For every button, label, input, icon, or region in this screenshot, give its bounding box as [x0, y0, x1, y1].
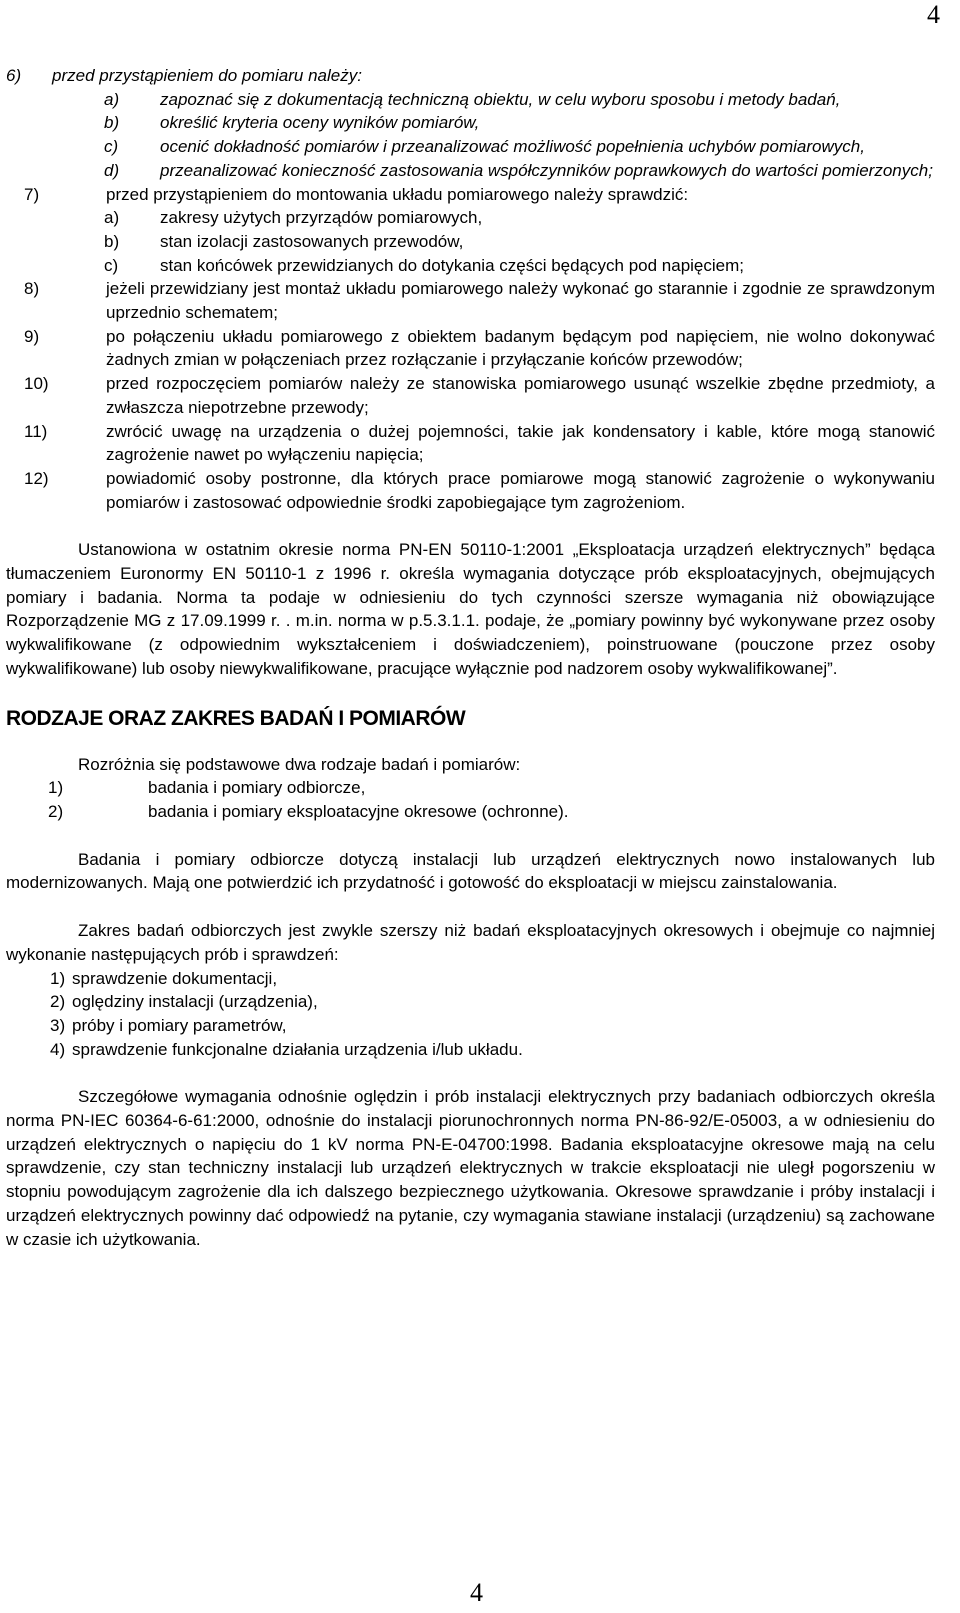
sublist-item — [6, 135, 935, 159]
list-text: próby i pomiary parametrów, — [72, 1015, 287, 1035]
sublist-text: zakresy użytych przyrządów pomiarowych, — [160, 208, 483, 228]
list-item — [6, 967, 935, 991]
sublist-label: c) — [104, 255, 119, 275]
list-number: 6) — [6, 66, 22, 85]
list-item-7 — [6, 183, 935, 278]
list-text: przed rozpoczęciem pomiarów należy ze stanowiska pomiarowego usunąć wszelkie zbędne przedmioty, a zwłaszcza niepotrzebne przewody; — [106, 374, 935, 417]
sublist-text: stan końcówek przewidzianych do dotykania części będących pod napięciem; — [160, 255, 744, 275]
sublist-label: d) — [104, 160, 120, 180]
list-number: 11) — [24, 421, 48, 441]
list-item-11 — [6, 420, 935, 467]
paragraph-szczegolowe: Szczegółowe wymagania odnośnie oględzin i prób instalacji elektrycznych przy badaniach odbiorczych określa norma PN-IEC 60364-6-61:2000, odnośnie do instalacji piorunochronnych norma PN-86-92/E-05003, a w odniesieniu do urządzeń elektrycznych o napięciu do 1 kV norma PN-E-04700:1998. Badania eksploatacyjne okresowe mają na celu sprawdzenie, czy stan techniczny instalacji lub urządzeń elektrycznych w trakcie eksploatacji nie uległ pogorszeniu w stopniu powodującym zagrożenie dla ich dalszego bezpiecznego użytkowania. Okresowe sprawdzanie i próby instalacji i urządzeń elektrycznych powinny dać odpowiedź na pytanie, czy wymagania stawiane instalacji (urządzeniu) są zachowane w czasie ich użytkowania. — [6, 1087, 935, 1249]
list-text: powiadomić osoby postronne, dla których prace pomiarowe mogą stanowić zagrożenie o wykonywaniu pomiarów i zastosować odpowiednie środki zapobiegające tym zagrożeniom. — [106, 468, 935, 512]
sublist-item — [6, 111, 935, 135]
list-number: 4) — [50, 1039, 66, 1059]
sublist-item — [6, 254, 935, 278]
list-text: zwrócić uwagę na urządzenia o dużej pojemności, takie jak kondensatory i kable, które mogą stanowić zagrożenie nawet po wyłączeniu napięcia; — [106, 421, 935, 465]
list-item — [6, 800, 935, 824]
list-text: przed przystąpieniem do montowania układu pomiarowego należy sprawdzić: — [106, 184, 689, 204]
paragraph-types-intro: Rozróżnia się podstawowe dwa rodzaje badań i pomiarów: — [78, 754, 521, 774]
list-text: oględziny instalacji (urządzenia), — [72, 992, 318, 1012]
list-number: 7) — [24, 184, 40, 204]
list-text: jeżeli przewidziany jest montaż układu pomiarowego należy wykonać go starannie i zgodnie ze sprawdzonym uprzednio schematem; — [106, 279, 935, 323]
list-number: 10) — [24, 374, 49, 394]
list-text: badania i pomiary eksploatacyjne okresowe (ochronne). — [148, 801, 569, 821]
list-text: przed przystąpieniem do pomiaru należy: — [52, 66, 362, 85]
list-item-10 — [6, 372, 935, 419]
list-item — [6, 776, 935, 800]
section-heading: RODZAJE ORAZ ZAKRES BADAŃ I POMIARÓW — [6, 706, 466, 730]
sublist-text: określić kryteria oceny wyników pomiarów, — [160, 113, 480, 133]
paragraph-norma: Ustanowiona w ostatnim okresie norma PN-EN 50110-1:2001 „Eksploatacja urządzeń elektrycznych” będąca tłumaczeniem Euronormy EN 50110-1 z 1996 r. określa wymagania dotyczące prób eksploatacyjnych, obejmujących pomiary i badania. Norma ta podaje w odniesieniu do tych czynności szersze wymagania niż obowiązujące Rozporządzenie MG z 17.09.1999 r. . m.in. norma w p.5.3.1.1. podaje, że „pomiary powinny być wykonywane przez osoby wykwalifikowane (z odpowiednim wykształceniem i doświadczeniem), poinstruowane (pouczone przez osoby wykwalifikowane) lub osoby niewykwalifikowane, pracujące wyłącznie pod nadzorem osoby wykwalifikowanej”. — [6, 540, 935, 678]
sublist-label: a) — [104, 208, 120, 228]
page-number-top: 4 — [927, 0, 940, 29]
sublist-label: a) — [104, 89, 120, 109]
list-text: sprawdzenie funkcjonalne działania urządzenia i/lub układu. — [72, 1039, 523, 1059]
list-text: badania i pomiary odbiorcze, — [148, 778, 366, 798]
sublist-text: przeanalizować konieczność zastosowania współczynników poprawkowych do wartości pomierzonych; — [160, 160, 933, 180]
list-text: po połączeniu układu pomiarowego z obiektem badanym będącym pod napięciem, nie wolno dokonywać żadnych zmian w połączeniach przez rozłączanie i przyłączanie końców przewodów; — [106, 326, 935, 370]
list-item-6 — [6, 64, 935, 183]
list-item — [6, 1038, 935, 1062]
list-number: 9) — [24, 326, 40, 346]
list-number: 12) — [24, 468, 49, 488]
paragraph-zakres: Zakres badań odbiorczych jest zwykle szerszy niż badań eksploatacyjnych okresowych i obejmuje co najmniej wykonanie następujących prób i sprawdzeń: — [6, 921, 935, 964]
list-text: sprawdzenie dokumentacji, — [72, 968, 278, 988]
sublist-text: zapoznać się z dokumentacją techniczną obiektu, w celu wyboru sposobu i metody badań, — [160, 89, 841, 109]
sublist-item — [6, 206, 935, 230]
list-number: 8) — [24, 279, 40, 299]
sublist-item — [6, 159, 935, 183]
list-number: 1) — [50, 968, 66, 988]
list-item-9 — [6, 325, 935, 372]
sublist-label: b) — [104, 113, 120, 133]
document-body — [6, 64, 935, 1251]
list-item — [6, 1014, 935, 1038]
list-number: 3) — [50, 1015, 66, 1035]
list-item-12 — [6, 467, 935, 514]
list-number: 2) — [50, 992, 66, 1012]
sublist-item — [6, 230, 935, 254]
paragraph-odbiorcze: Badania i pomiary odbiorcze dotyczą instalacji lub urządzeń elektrycznych nowo instalowanych lub modernizowanych. Mają one potwierdzić ich przydatność i gotowość do eksploatacji w miejscu zainstalowania. — [6, 849, 935, 893]
sublist-label: c) — [104, 137, 119, 157]
sublist-label: b) — [104, 231, 120, 251]
list-item-8 — [6, 277, 935, 324]
list-number: 2) — [48, 801, 64, 821]
sublist-item — [6, 88, 935, 112]
list-number: 1) — [48, 778, 64, 798]
sublist-text: ocenić dokładność pomiarów i przeanalizować możliwość popełnienia uchybów pomiarowych, — [160, 137, 865, 157]
page-number-bottom: 4 — [470, 1578, 483, 1607]
list-item — [6, 990, 935, 1014]
sublist-text: stan izolacji zastosowanych przewodów, — [160, 231, 464, 251]
